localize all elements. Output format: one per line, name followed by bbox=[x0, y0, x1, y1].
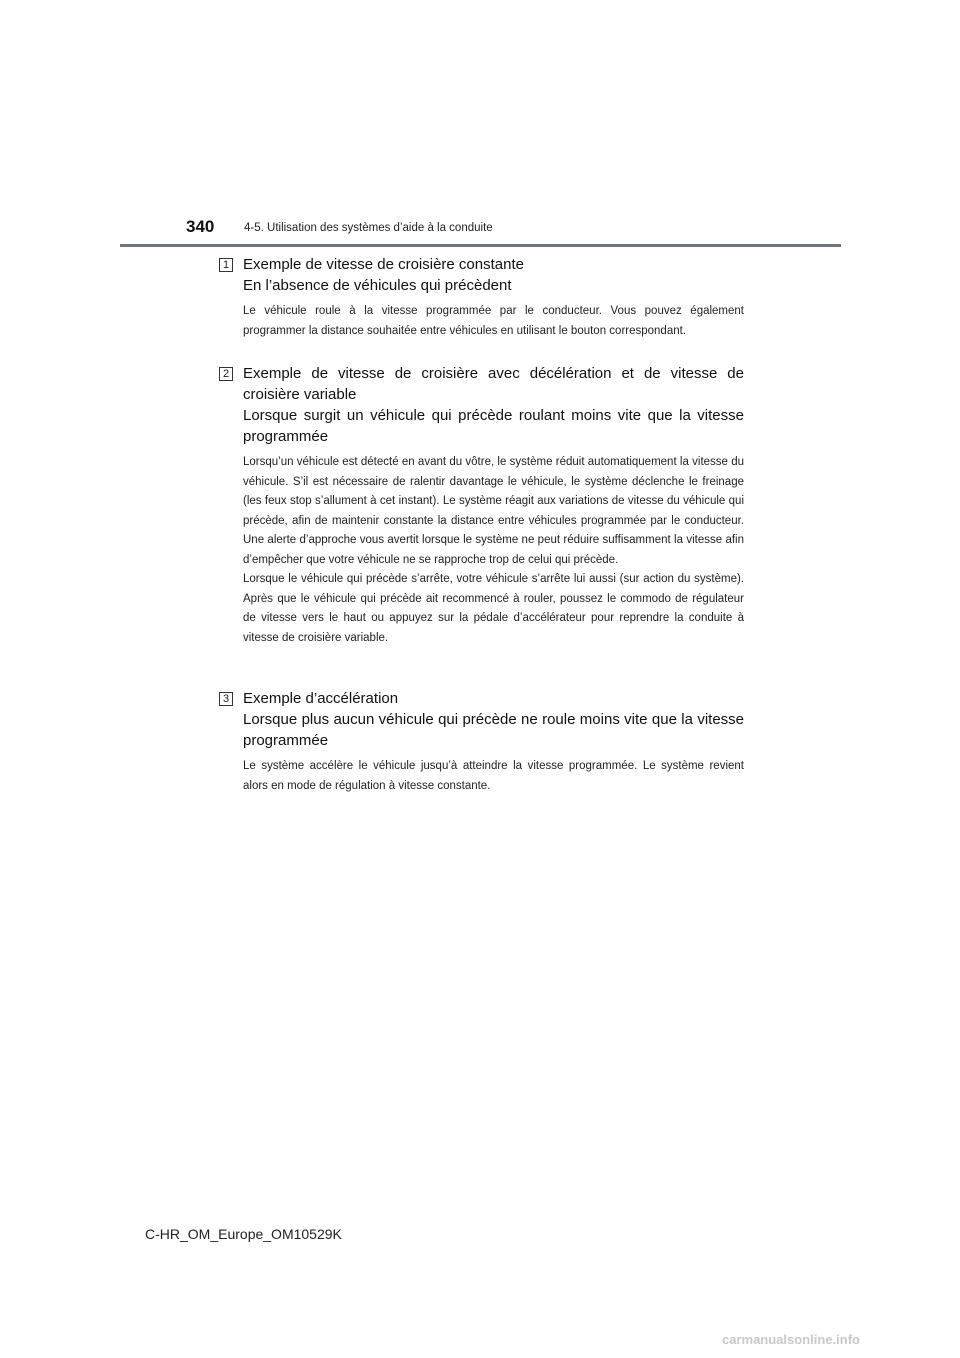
heading-line: Exemple d’accélération bbox=[243, 690, 399, 707]
item-heading bbox=[243, 254, 744, 296]
heading-line: Lorsque surgit un véhicule qui précède roulant moins vite que la vitesse programmée bbox=[243, 407, 744, 445]
heading-line: En l’absence de véhicules qui précèdent bbox=[243, 277, 512, 294]
heading-line: Exemple de vitesse de croisière avec décélération et de vitesse de croisière variable bbox=[243, 365, 744, 403]
heading-line: Exemple de vitesse de croisière constante bbox=[243, 256, 524, 273]
body-paragraph: Le système accélère le véhicule jusqu’à atteindre la vitesse programmée. Le système revient alors en mode de régulation à vitesse constante. bbox=[243, 760, 744, 792]
item-heading bbox=[243, 688, 744, 751]
item-body bbox=[243, 302, 744, 341]
list-item bbox=[222, 254, 744, 341]
body-paragraph: Lorsqu’un véhicule est détecté en avant du vôtre, le système réduit automatiquement la vitesse du véhicule. S’il est nécessaire de ralentir davantage le véhicule, le système déclenche le freinage (les feux stop s’allument à cet instant). Le système réagit aux variations de vitesse du véhicule qui précède, afin de maintenir constante la distance entre véhicules programmée par le conducteur. Une alerte d’approche vous avertit lorsque le système ne peut réduire suffisamment la vitesse afin d’empêcher que votre véhicule ne se rapproche trop de celui qui précède. bbox=[243, 456, 744, 566]
heading-line: Lorsque plus aucun véhicule qui précède ne roule moins vite que la vitesse programmée bbox=[243, 711, 744, 749]
body-paragraph: Le véhicule roule à la vitesse programmée par le conducteur. Vous pouvez également programmer la distance souhaitée entre véhicules en utilisant le bouton correspondant. bbox=[243, 305, 744, 337]
header-rule bbox=[120, 244, 841, 247]
item-heading bbox=[243, 363, 744, 447]
section-title: 4-5. Utilisation des systèmes d’aide à la conduite bbox=[244, 222, 493, 234]
list-item bbox=[222, 363, 744, 648]
list-item bbox=[222, 688, 744, 796]
body-paragraph: Lorsque le véhicule qui précède s’arrête, votre véhicule s’arrête lui aussi (sur action du système). Après que le véhicule qui précède ait recommencé à rouler, poussez le commodo de régulateur de vitesse vers le haut ou appuyez sur la pédale d’accélérateur pour reprendre la conduite à vitesse de croisière variable. bbox=[243, 573, 744, 644]
watermark[interactable]: carmanualsonline.info bbox=[722, 1332, 860, 1347]
step-marker: 3 bbox=[219, 692, 233, 706]
step-marker: 1 bbox=[219, 258, 233, 272]
step-marker: 2 bbox=[219, 367, 233, 381]
item-body bbox=[243, 453, 744, 648]
item-body bbox=[243, 757, 744, 796]
document-code: C-HR_OM_Europe_OM10529K bbox=[145, 1226, 342, 1242]
page-number: 340 bbox=[186, 217, 215, 236]
